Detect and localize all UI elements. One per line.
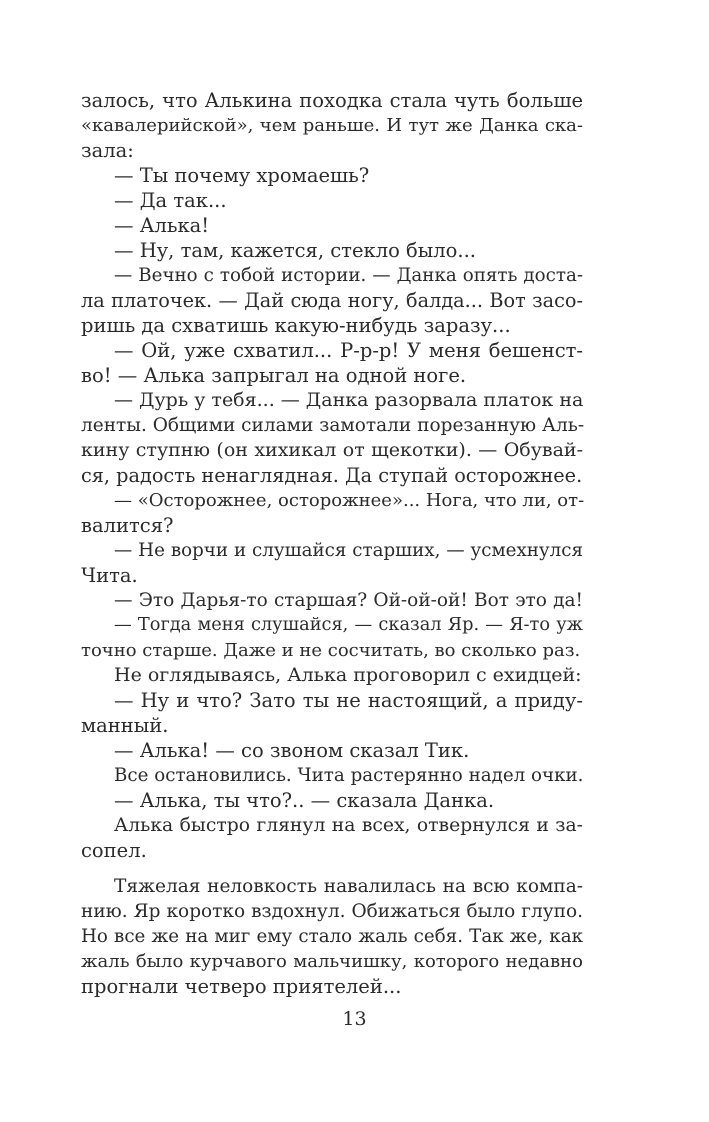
text-line: манный. [81, 714, 169, 737]
text-line: Тяжелая неловкость навалилась на всю компа- [114, 876, 583, 897]
text-line: — Это Дарья-то старшая? Ой-ой-ой! Вот это да! [114, 590, 583, 611]
text-line: кину ступню (он хихикал от щекотки). — Обувай- [81, 439, 583, 461]
text-line: прогнали четверо приятелей... [81, 975, 402, 998]
text-line: Все остановились. Чита растерянно надел очки. [114, 765, 584, 786]
text-line: залось, что Алькина походка стала чуть больше [81, 89, 583, 112]
text-line: — Ну и что? Зато ты не настоящий, а приду- [114, 689, 583, 712]
text-line: Не оглядываясь, Алька проговорил с ехидцей: [114, 664, 582, 686]
text-line: ленты. Общими силами замотали порезанную Аль- [81, 415, 585, 436]
text-line: во! — Алька запрыгал на одной ноге. [81, 364, 467, 387]
text-line: — Не ворчи и слушайся старших, — усмехнулся [114, 540, 583, 561]
text-line: «кавалерийской», чем раньше. И тут же Данка ска- [81, 115, 583, 136]
text-line: — Ой, уже схватил... Р-р-р! У меня бешенст- [114, 339, 583, 362]
text-line: — Ну, там, кажется, стекло было... [114, 239, 476, 262]
text-line: — Алька! — со звоном сказал Тик. [114, 739, 470, 762]
text-line: — «Осторожнее, осторожнее»... Нога, что ли, от- [114, 490, 585, 511]
text-line: Алька быстро глянул на всех, отвернулся и за- [114, 815, 583, 836]
text-line: — Алька, ты что?.. — сказала Данка. [114, 789, 495, 812]
text-line: нию. Яр коротко вздохнул. Обижаться было глупо. [81, 901, 583, 922]
text-line: зала: [81, 139, 134, 162]
text-line: Чита. [81, 564, 138, 587]
text-line: ся, радость ненаглядная. Да ступай осторожнее. [81, 464, 583, 487]
text-line: ла платочек. — Дай сюда ногу, балда... Вот засо- [81, 289, 583, 312]
text-line: жаль было курчавого мальчишку, которого недавно [81, 951, 583, 972]
text-line: Но все же на миг ему стало жаль себя. Так же, как [81, 926, 583, 947]
text-block [81, 88, 583, 1088]
text-line: валится? [81, 514, 174, 537]
text-line: — Тогда меня слушайся, — сказал Яр. — Я-то уж [114, 615, 583, 635]
text-line: ришь да схватишь какую-нибудь заразу... [81, 314, 511, 337]
text-line: — Вечно с тобой истории. — Данка опять доста- [114, 265, 583, 286]
text-line: — Да так... [114, 189, 227, 212]
text-line: точно старше. Даже и не сосчитать, во сколько раз. [81, 640, 581, 661]
text-line: — Ты почему хромаешь? [114, 164, 370, 187]
text-line: сопел. [81, 839, 147, 862]
text-line: — Алька! [114, 214, 210, 237]
text-line: — Дурь у тебя... — Данка разорвала платок на [114, 389, 584, 411]
page-number: 13 [342, 1008, 367, 1030]
